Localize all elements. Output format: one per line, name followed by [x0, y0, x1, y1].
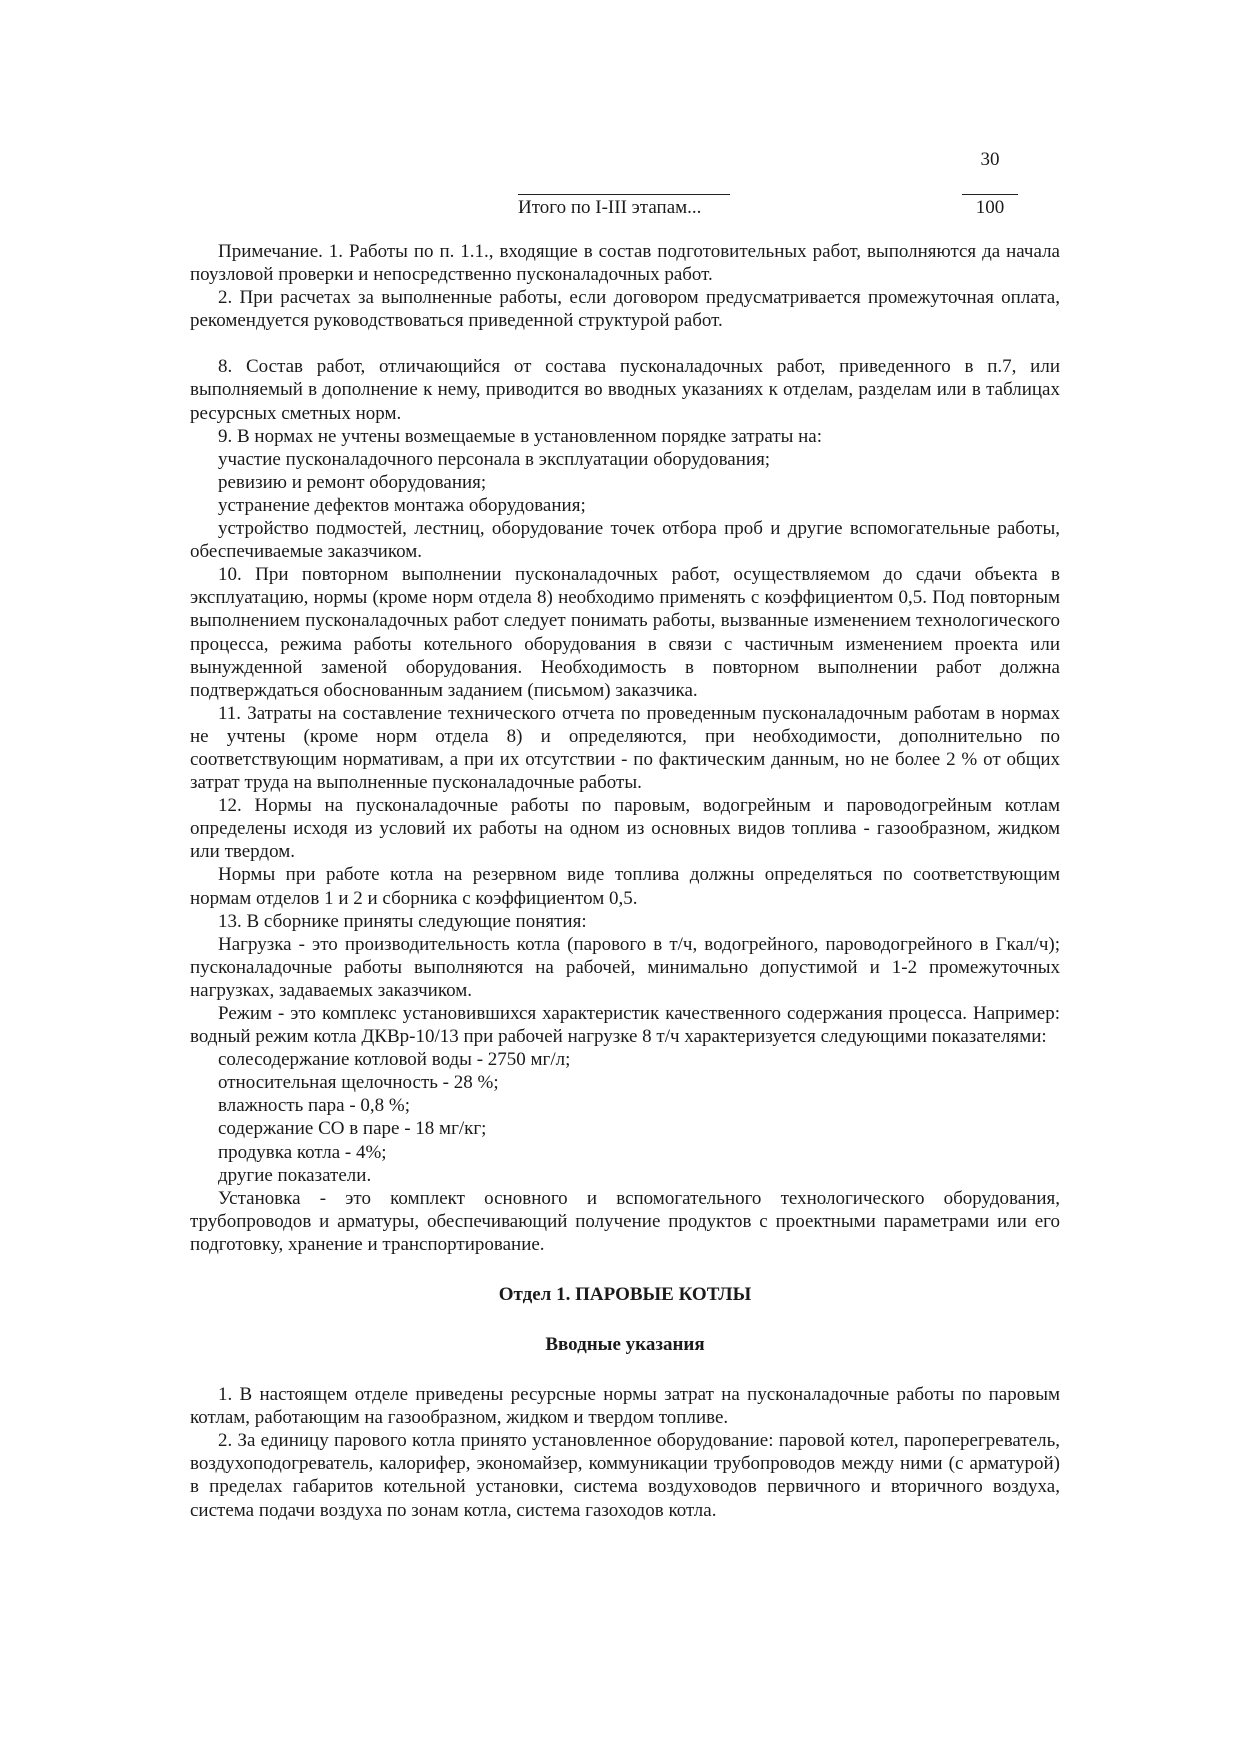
paragraph: 13. В сборнике приняты следующие понятия:	[218, 910, 587, 932]
document-body	[190, 240, 1060, 1522]
section-gap	[190, 1306, 1060, 1333]
list-item: относительная щелочность - 28 %;	[218, 1072, 499, 1094]
paragraph: Нагрузка - это производительность котла (парового в т/ч, водогрейного, пароводогрейного в Гкал/ч); пусконаладочные работы выполняются на рабочей, минимально допустимой и 1-2 промежуточных нагрузках, задаваемых заказчиком.	[190, 933, 1060, 1001]
list-item: содержание СО в паре - 18 мг/кг;	[218, 1118, 487, 1140]
summary-block	[0, 0, 1240, 230]
subsection-title: Вводные указания	[545, 1334, 705, 1356]
paragraph: 12. Нормы на пусконаладочные работы по паровым, водогрейным и пароводогрейным котлам определены исходя из условий их работы на одном из основных видов топлива - газообразном, жидком или твердом.	[190, 795, 1060, 863]
list-item: солесодержание котловой воды - 2750 мг/л;	[218, 1049, 571, 1071]
paragraph: Нормы при работе котла на резервном виде топлива должны определяться по соответствующим нормам отделов 1 и 2 и сборника с коэффициентом 0,5.	[190, 864, 1060, 909]
section-title: Отдел 1. ПАРОВЫЕ КОТЛЫ	[498, 1284, 752, 1306]
paragraph: 11. Затраты на составление технического отчета по проведенным пусконаладочным работам в нормах не учтены (кроме норм отдела 8) и определяются, при необходимости, дополнительно по соответствующим нормативам, а при их отсутствии - по фактическим данным, но не более 2 % от общих затрат труда на выполненные пусконаладочные работы.	[190, 702, 1060, 794]
total-label: Итого по I-III этапам...	[518, 197, 702, 218]
paragraph-gap	[190, 332, 1060, 355]
paragraph: 10. При повторном выполнении пусконаладочных работ, осуществляемом до сдачи объекта в эксплуатацию, нормы (кроме норм отдела 8) необходимо применять с коэффициентом 0,5. Под повторным выполнением пусконаладочных работ следует понимать работы, вызванные изменением технологического процесса, режима работы котельного оборудования в связи с частичным изменением проекта или вынужденной заменой оборудования. Необходимость в повторном выполнении работ должна подтверждаться обоснованным заданием (письмом) заказчика.	[190, 564, 1060, 701]
previous-stage-value: 30	[980, 149, 1000, 170]
list-item: другие показатели.	[218, 1164, 372, 1186]
list-item: устранение дефектов монтажа оборудования;	[218, 494, 586, 516]
section-gap	[190, 1356, 1060, 1383]
paragraph: 9. В нормах не учтены возмещаемые в установленном порядке затраты на:	[218, 425, 823, 447]
paragraph: Режим - это комплекс установившихся характеристик качественного содержания процесса. Например: водный режим котла ДКВр-10/13 при рабочей нагрузке 8 т/ч характеризуется следующими показателями:	[190, 1003, 1060, 1048]
list-item: устройство подмостей, лестниц, оборудование точек отбора проб и другие вспомогательные работы, обеспечиваемые заказчиком.	[190, 518, 1060, 563]
section-gap	[190, 1256, 1060, 1283]
intro-paragraph: 1. В настоящем отделе приведены ресурсные нормы затрат на пусконаладочные работы по паровым котлам, работающим на газообразном, жидком и твердом топливе.	[190, 1384, 1060, 1429]
summary-rule-right	[962, 194, 1018, 195]
list-item: ревизию и ремонт оборудования;	[218, 471, 487, 493]
note-paragraph: Примечание. 1. Работы по п. 1.1., входящие в состав подготовительных работ, выполняются да начала поузловой проверки и непосредственно пусконаладочных работ.	[190, 241, 1060, 286]
summary-rule-left	[518, 194, 730, 195]
list-item: участие пусконаладочного персонала в эксплуатации оборудования;	[218, 448, 771, 470]
intro-paragraph: 2. За единицу парового котла принято установленное оборудование: паровой котел, пароперегреватель, воздухоподогреватель, калорифер, экономайзер, коммуникации трубопроводов между ними (с арматурой) в пределах габаритов котельной установки, система воздуховодов первичного и вторичного воздуха, система подачи воздуха по зонам котла, система газоходов котла.	[190, 1430, 1060, 1521]
note-paragraph: 2. При расчетах за выполненные работы, если договором предусматривается промежуточная оплата, рекомендуется руководствоваться приведенной структурой работ.	[190, 287, 1060, 332]
paragraph: 8. Состав работ, отличающийся от состава пусконаладочных работ, приведенного в п.7, или выполняемый в дополнение к нему, приводится во вводных указаниях к отделам, разделам или в таблицах ресурсных сметных норм.	[190, 356, 1060, 424]
list-item: влажность пара - 0,8 %;	[218, 1095, 411, 1117]
paragraph: Установка - это комплект основного и вспомогательного технологического оборудования, трубопроводов и арматуры, обеспечивающий получение продуктов с проектными параметрами или его подготовку, хранение и транспортирование.	[190, 1187, 1060, 1255]
total-value: 100	[975, 197, 1005, 218]
list-item: продувка котла - 4%;	[218, 1141, 387, 1163]
